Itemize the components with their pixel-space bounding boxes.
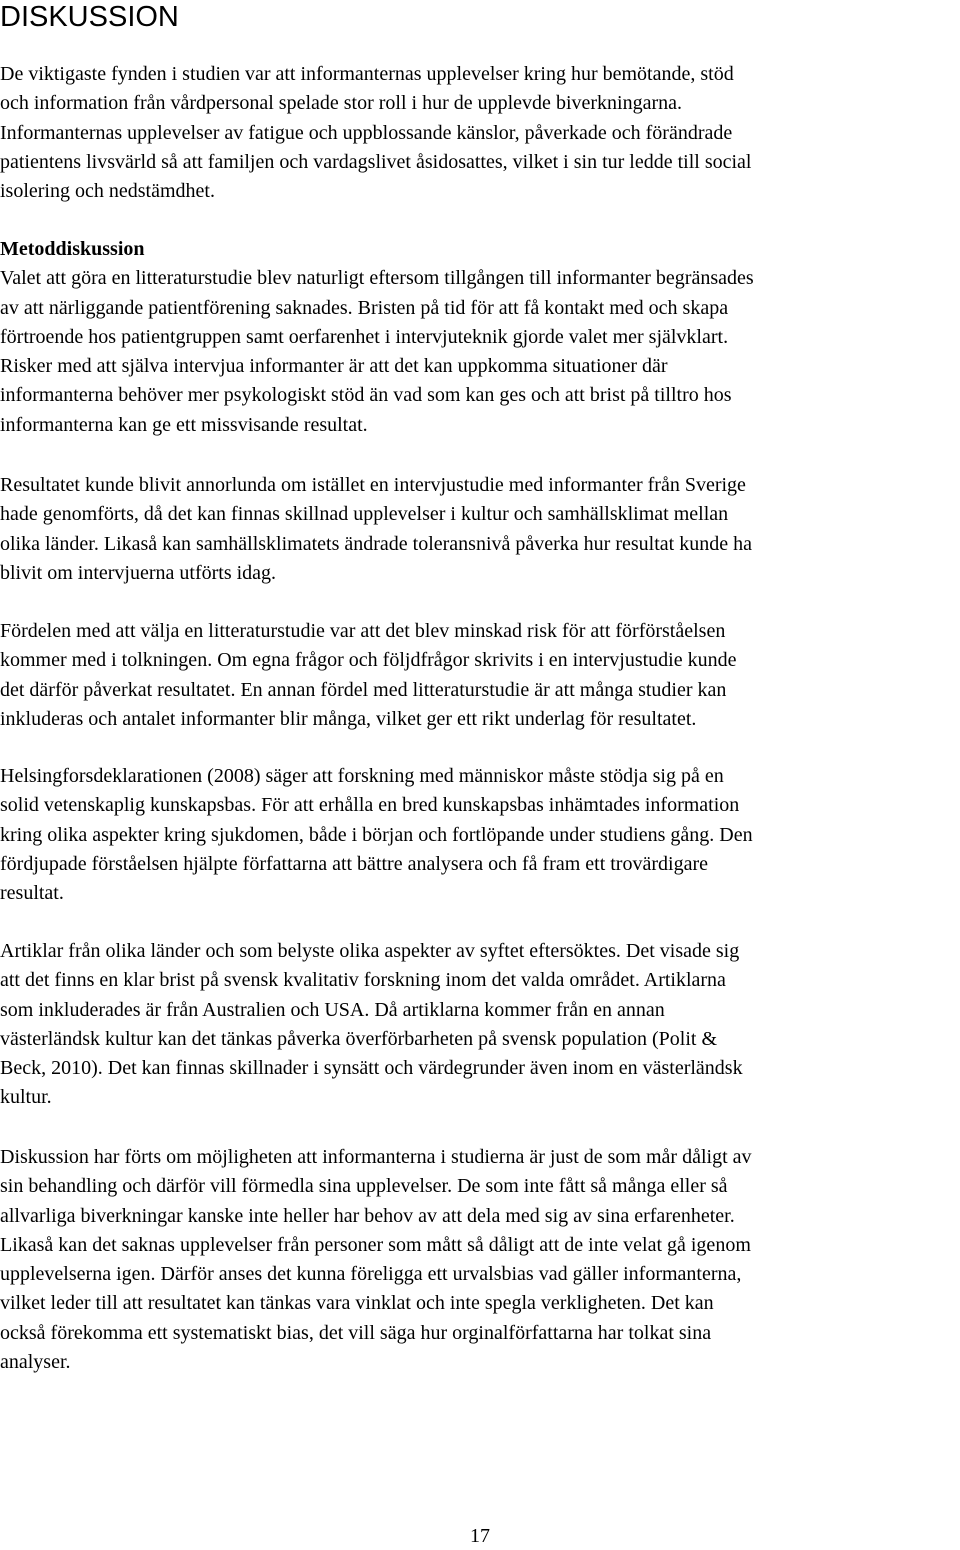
section-heading: DISKUSSION <box>0 1 179 33</box>
text-line: sin behandling och därför vill förmedla sina upplevelser. De som inte fått så många eller så <box>0 1175 728 1198</box>
text-line: kultur. <box>0 1086 52 1109</box>
text-line: fördjupade förståelsen hjälpte författarna att bättre analysera och få fram ett trovärdigare <box>0 852 708 875</box>
text-line: isolering och nedstämdhet. <box>0 180 215 203</box>
paragraph-helsinki-declaration <box>0 762 960 908</box>
text-line: och information från vårdpersonal spelade stor roll i hur de upplevde biverkningarna. <box>0 92 683 115</box>
text-line: analyser. <box>0 1351 71 1374</box>
text-line: Artiklar från olika länder och som belyste olika aspekter av syftet eftersöktes. Det visade sig <box>0 940 740 962</box>
text-line: att det finns en klar brist på svensk kvalitativ forskning inom det valda området. Artiklarna <box>0 969 726 992</box>
text-line: av att närliggande patientförening saknades. Bristen på tid för att få kontakt med och skapa <box>0 296 729 319</box>
paragraph-selection-bias <box>0 1143 960 1377</box>
paragraph-results-alternative <box>0 471 960 588</box>
text-line: De viktigaste fynden i studien var att informanternas upplevelser kring hur bemötande, stöd <box>0 63 734 85</box>
paragraph-method-discussion <box>0 235 960 440</box>
text-line: också förekomma ett systematiskt bias, det vill säga hur orginalförfattarna har tolkat sina <box>0 1321 712 1344</box>
text-line: patientens livsvärld så att familjen och vardagslivet åsidosattes, vilket i sin tur ledde till social <box>0 150 752 173</box>
text-line: västerländsk kultur kan det tänkas påverka överförbarheten på svensk population (Polit & <box>0 1027 718 1050</box>
text-line: Resultatet kunde blivit annorlunda om istället en intervjustudie med informanter från Sverige <box>0 474 746 496</box>
text-line: allvarliga biverkningar kanske inte heller har behov av att dela med sig av sina erfarenheter. <box>0 1204 735 1227</box>
text-line: blivit om intervjuerna utförts idag. <box>0 561 277 584</box>
text-line: upplevelserna igen. Därför anses det kunna föreligga ett urvalsbias vad gäller informanterna, <box>0 1263 742 1286</box>
text-line: olika länder. Likaså kan samhällsklimatets ändrade toleransnivå påverka hur resultat kunde ha <box>0 532 752 555</box>
subheading-metoddiskussion: Metoddiskussion <box>0 238 145 260</box>
text-line: Diskussion har förts om möjligheten att informanterna i studierna är just de som mår dåligt av <box>0 1146 752 1168</box>
text-line: Helsingforsdeklarationen (2008) säger att forskning med människor måste stödja sig på en <box>0 765 724 787</box>
text-line: kommer med i tolkningen. Om egna frågor och följdfrågor skrivits i en intervjustudie kunde <box>0 649 737 672</box>
text-line: Valet att göra en litteraturstudie blev naturligt eftersom tillgången till informanter begränsades <box>0 267 754 290</box>
page-number: 17 <box>470 1525 490 1547</box>
text-line: solid vetenskaplig kunskapsbas. För att erhålla en bred kunskapsbas inhämtades information <box>0 794 740 817</box>
text-line: Fördelen med att välja en litteraturstudie var att det blev minskad risk för att förförståelsen <box>0 620 726 642</box>
text-line: det därför påverkat resultatet. En annan fördel med litteraturstudie är att många studier kan <box>0 678 727 701</box>
paragraph-advantages <box>0 617 960 734</box>
text-line: kring olika aspekter kring sjukdomen, både i början och fortlöpande under studiens gång. Den <box>0 823 753 846</box>
text-line: resultat. <box>0 882 64 905</box>
paragraph-articles <box>0 937 960 1113</box>
text-line: inkluderas och antalet informanter blir många, vilket ger ett rikt underlag för resultatet. <box>0 707 697 730</box>
text-line: Likaså kan det saknas upplevelser från personer som mått så dåligt att de inte velat gå igenom <box>0 1233 751 1256</box>
text-line: vilket leder till att resultatet kan tänkas vara vinklat och inte spegla verkligheten. Det kan <box>0 1292 714 1315</box>
text-line: som inkluderades är från Australien och USA. Då artiklarna kommer från en annan <box>0 998 665 1021</box>
text-line: informanterna behöver mer psykologiskt stöd än vad som kan ges och att brist på tilltro hos <box>0 384 732 407</box>
text-line: Risker med att själva intervjua informanter är att det kan uppkomma situationer där <box>0 355 668 378</box>
text-line: hade genomförts, då det kan finnas skillnad upplevelser i kultur och samhällsklimat mellan <box>0 503 729 526</box>
paragraph-findings <box>0 60 960 206</box>
text-line: Beck, 2010). Det kan finnas skillnader i synsätt och värdegrunder även inom en västerländsk <box>0 1057 743 1080</box>
text-line: Informanternas upplevelser av fatigue och uppblossande känslor, påverkade och förändrade <box>0 121 733 144</box>
text-line: förtroende hos patientgruppen samt oerfarenhet i intervjuteknik gjorde valet mer självklart. <box>0 325 729 348</box>
text-line: informanterna kan ge ett missvisande resultat. <box>0 413 368 436</box>
